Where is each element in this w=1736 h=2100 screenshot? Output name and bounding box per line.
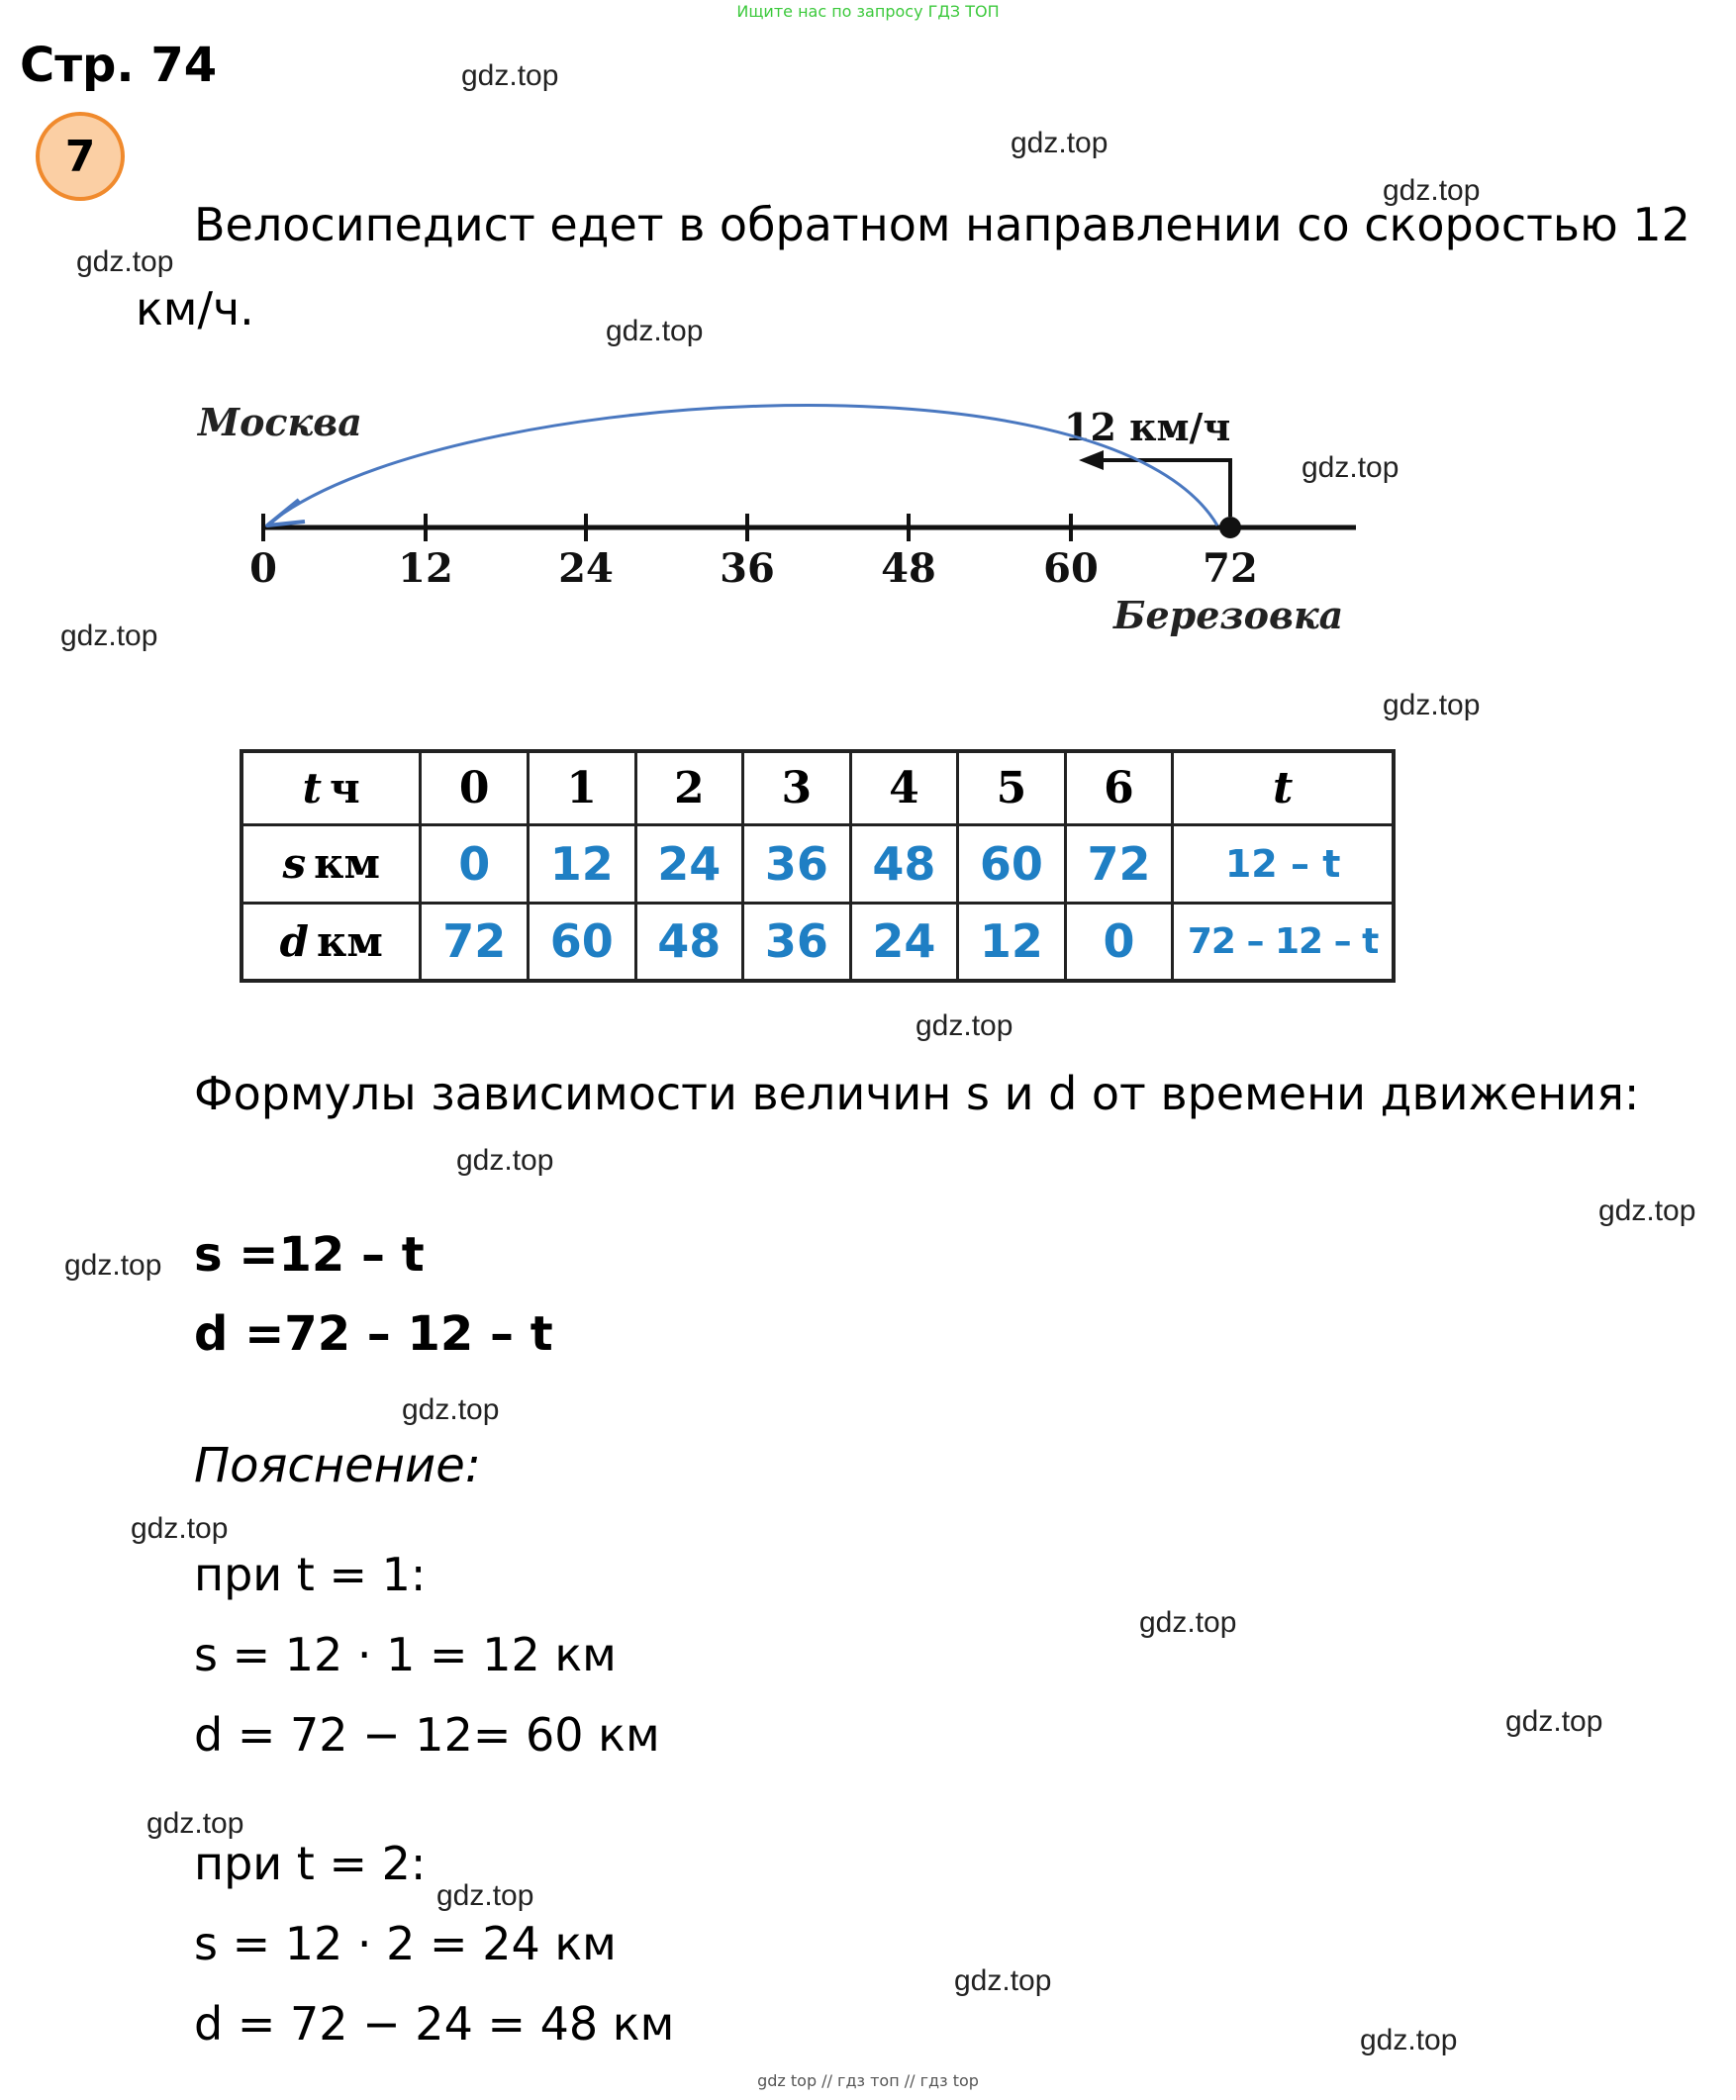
table-cell: 60 [528,903,635,981]
table-cell: 12 – t [1173,825,1394,904]
speed-arrow [1094,460,1230,517]
watermark: gdz.top [1011,127,1109,159]
watermark: gdz.top [436,1879,534,1912]
top-banner: Ищите нас по запросу ГДЗ ТОП [736,2,1000,21]
watermark: gdz.top [131,1512,229,1545]
number-line-diagram [188,391,1376,663]
table-cell: 72 [1065,825,1173,904]
tick-label: 12 [398,545,453,592]
header-cell: 5 [958,751,1066,825]
watermark: gdz.top [461,59,559,92]
watermark: gdz.top [1383,174,1481,207]
formula-d: d =72 – 12 – t [194,1306,553,1362]
header-cell: t [1173,751,1394,825]
row-label-d: d км [241,903,421,981]
watermark: gdz.top [64,1249,162,1282]
header-cell: 2 [635,751,743,825]
row-label-t: t ч [241,751,421,825]
tick-label: 36 [720,545,775,592]
table-cell: 72 – 12 – t [1173,903,1394,981]
table-cell: 36 [743,825,851,904]
table-row-s [241,825,1394,904]
explanation-title: Пояснение: [194,1438,481,1493]
watermark: gdz.top [1505,1705,1603,1738]
tick-label: 60 [1043,545,1099,592]
table-cell: 72 [421,903,529,981]
watermark: gdz.top [1383,689,1481,721]
watermark: gdz.top [916,1009,1013,1042]
table-cell: 0 [421,825,529,904]
motion-table [240,749,1396,983]
table-header-row [241,751,1394,825]
header-cell: 4 [850,751,958,825]
condition-line: при t = 1: [194,1548,427,1601]
tick-label: 24 [558,545,614,592]
watermark: gdz.top [1360,2024,1458,2056]
speed-label: 12 км/ч [1064,405,1231,449]
calc-s-line: s = 12 · 2 = 24 км [194,1917,617,1970]
tick-label: 0 [249,545,277,592]
table-cell: 48 [850,825,958,904]
watermark: gdz.top [402,1393,500,1426]
table-cell: 60 [958,825,1066,904]
task-number-badge: 7 [36,112,125,201]
watermark: gdz.top [606,315,704,347]
formula-s: s =12 – t [194,1227,425,1283]
calc-d-line: d = 72 − 12= 60 км [194,1708,660,1762]
table-cell: 36 [743,903,851,981]
calc-s-line: s = 12 · 1 = 12 км [194,1628,617,1681]
header-cell: 6 [1065,751,1173,825]
calc-d-line: d = 72 − 24 = 48 км [194,1997,675,2051]
intro-line-1: Велосипедист едет в обратном направлении со скоростью 12 [194,198,1690,251]
city-berezovka: Березовка [1113,593,1344,637]
row-label-s: s км [241,825,421,904]
watermark: gdz.top [146,1807,244,1840]
watermark: gdz.top [456,1144,554,1177]
header-cell: 0 [421,751,529,825]
intro-line-2: км/ч. [136,282,254,335]
watermark: gdz.top [76,245,174,278]
watermark: gdz.top [60,620,158,652]
header-cell: 3 [743,751,851,825]
cyclist-start-point [1219,517,1241,538]
header-cell: 1 [528,751,635,825]
tick-label: 72 [1203,545,1258,592]
formulas-heading: Формулы зависимости величин s и d от времени движения: [194,1067,1640,1120]
speed-arrow-head [1079,450,1104,470]
page-title: Стр. 74 [20,38,218,93]
watermark: gdz.top [1598,1194,1696,1227]
city-moscow: Москва [198,400,362,444]
condition-line: при t = 2: [194,1837,427,1890]
table-cell: 24 [850,903,958,981]
table-row-d [241,903,1394,981]
tick-label: 48 [881,545,936,592]
watermark: gdz.top [954,1964,1052,1997]
watermark: gdz.top [1139,1606,1237,1639]
footer-watermark: gdz top // гдз топ // гдз top [757,2071,979,2090]
table-cell: 48 [635,903,743,981]
table-cell: 24 [635,825,743,904]
watermark: gdz.top [1302,451,1399,484]
table-cell: 12 [958,903,1066,981]
table-cell: 0 [1065,903,1173,981]
table-cell: 12 [528,825,635,904]
